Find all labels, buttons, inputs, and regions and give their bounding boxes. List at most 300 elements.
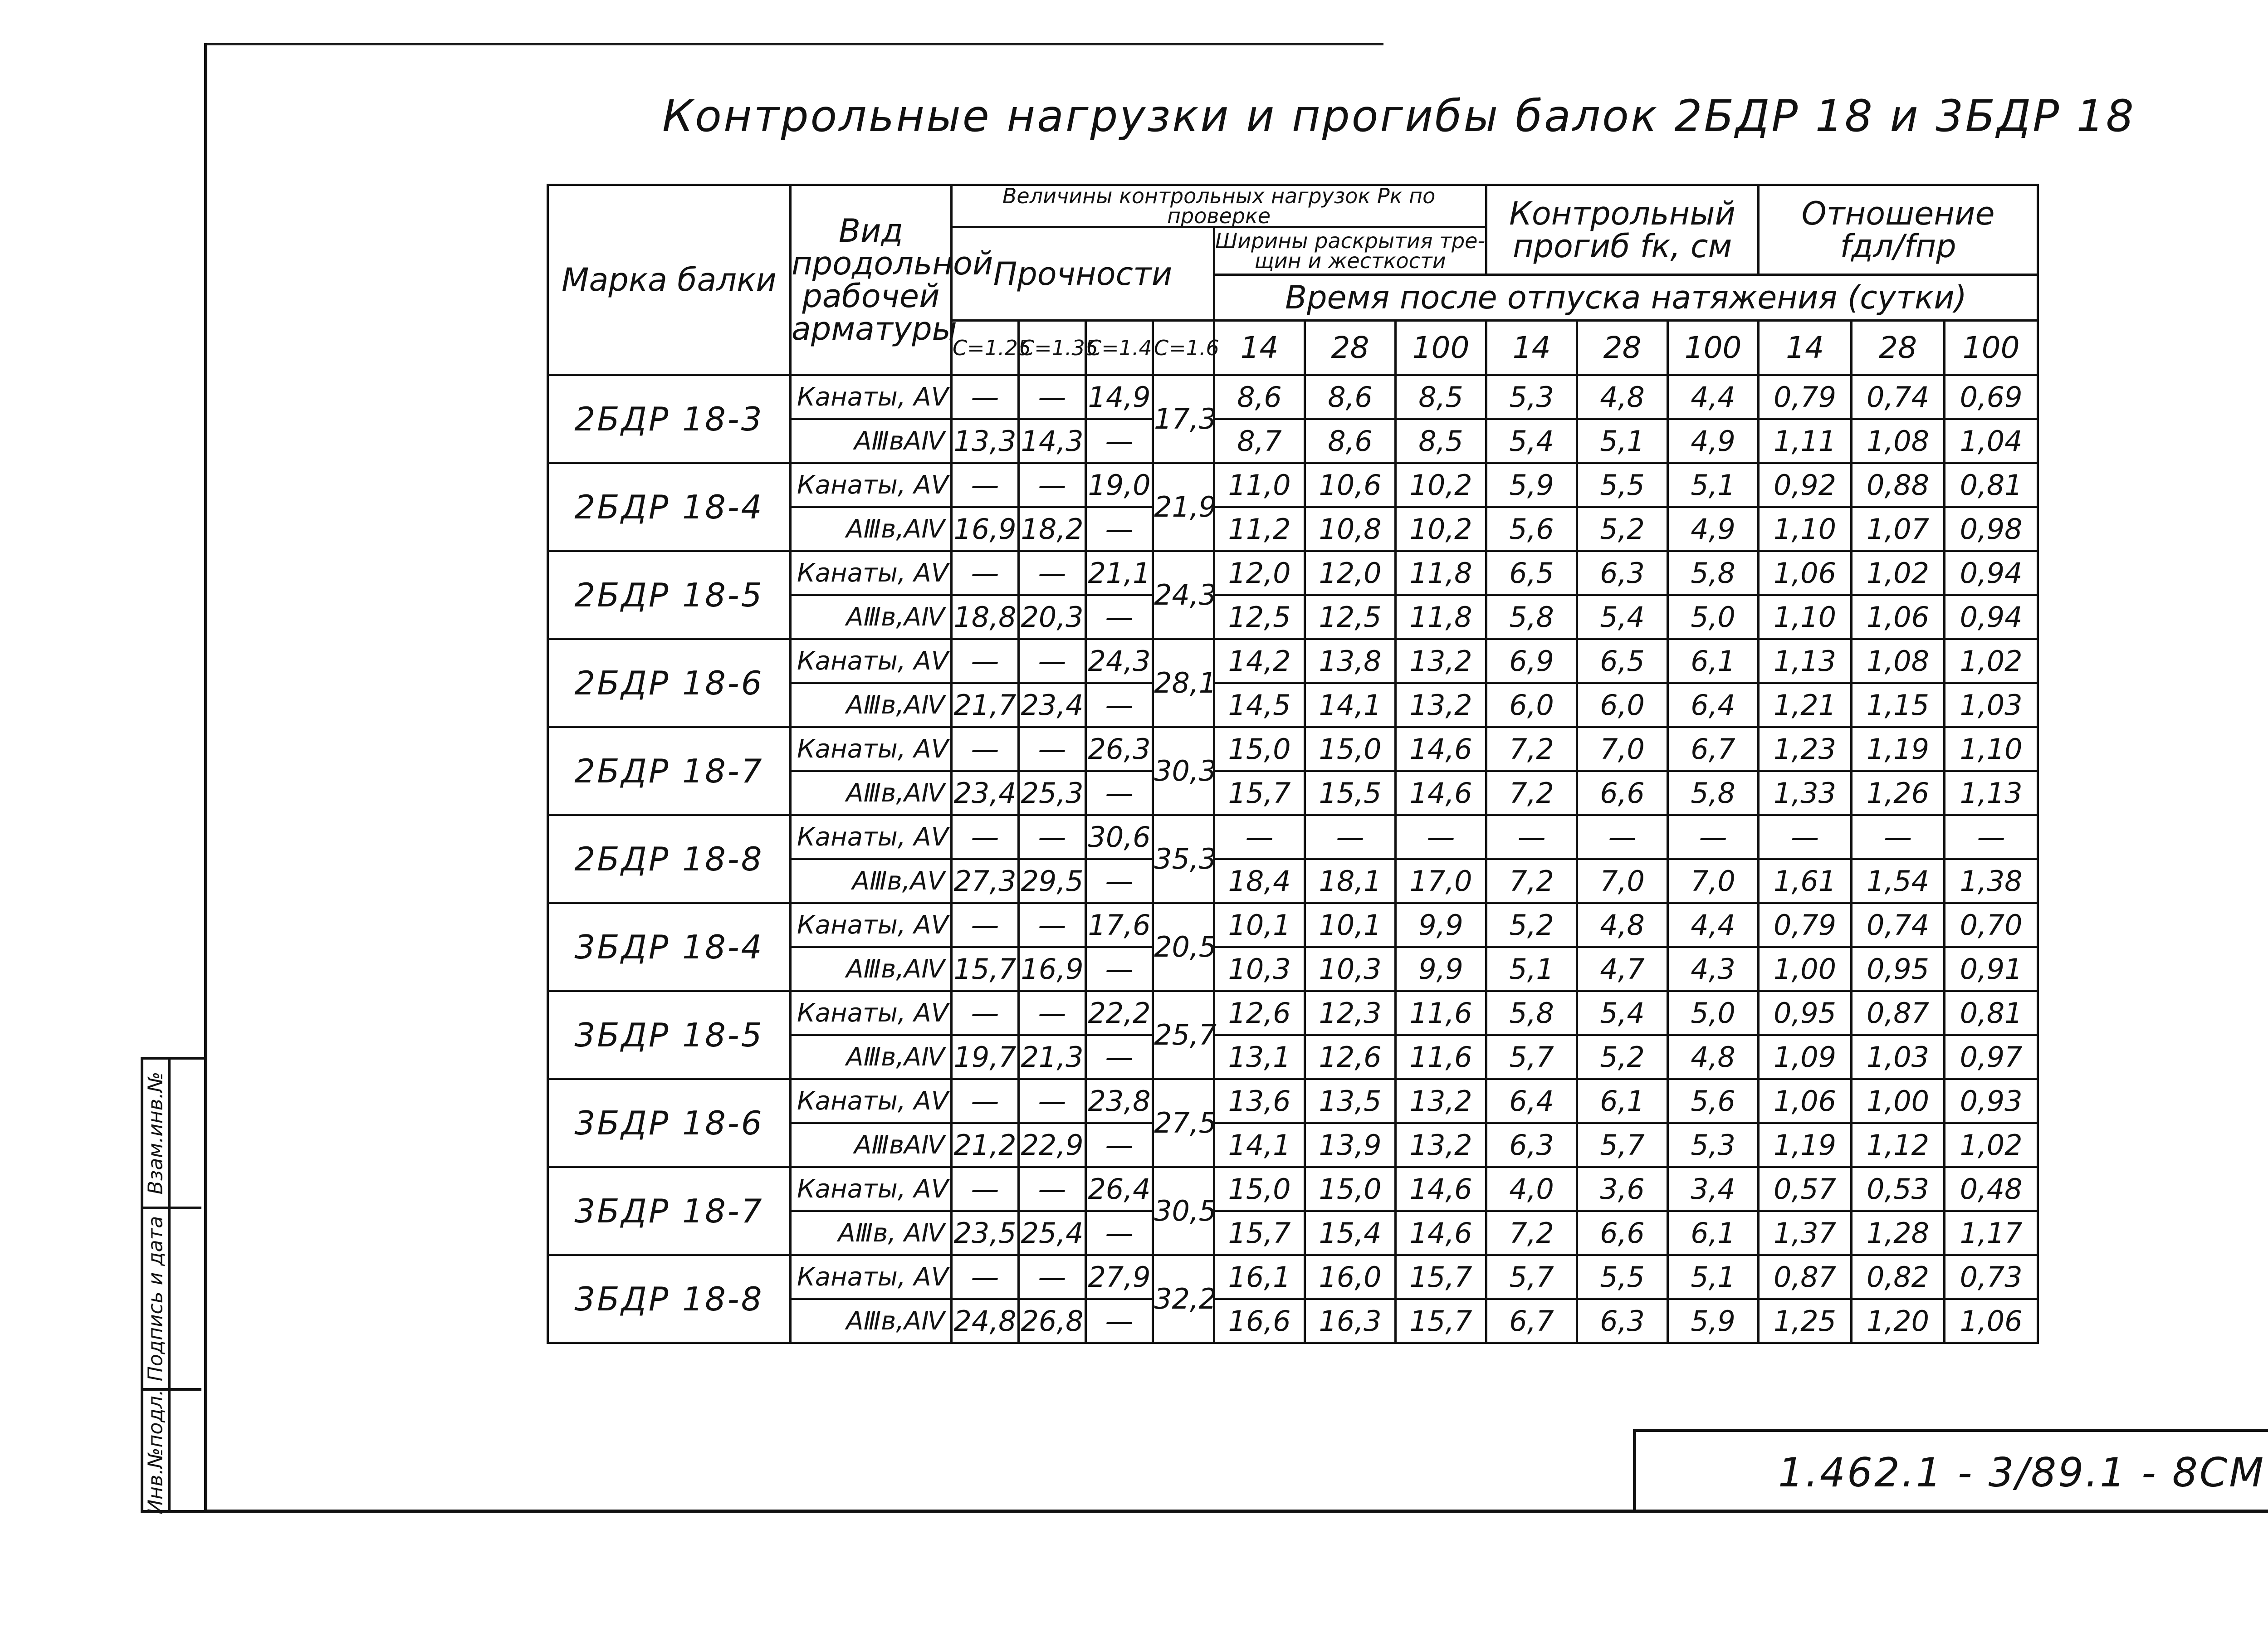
strength-load-cell: — xyxy=(1086,419,1153,463)
strength-load-cell: 14,3 xyxy=(1019,419,1086,463)
strength-load-cell: 23,4 xyxy=(1019,683,1086,727)
strength-load-cell: 24,8 xyxy=(952,1299,1019,1343)
deflection-cell: 4,9 xyxy=(1668,507,1759,551)
crack-load-cell: 13,1 xyxy=(1214,1035,1305,1079)
strength-load-cell: — xyxy=(1019,991,1086,1035)
crack-load-cell: 12,5 xyxy=(1305,595,1396,639)
ratio-cell: 1,06 xyxy=(1759,1079,1852,1123)
strength-load-cell: — xyxy=(952,1255,1019,1299)
strength-load-cell: — xyxy=(1019,1079,1086,1123)
header-crack-stiffness: Ширины раскрытия тре- щин и жесткости xyxy=(1214,227,1486,275)
crack-load-cell: 12,5 xyxy=(1214,595,1305,639)
ratio-cell: 1,61 xyxy=(1759,859,1852,903)
strength-load-cell: — xyxy=(952,463,1019,507)
header-c-col: C=1.4 xyxy=(1086,321,1153,375)
rebar-type: Канаты, АⅤ xyxy=(791,375,952,419)
crack-load-cell: 14,6 xyxy=(1396,727,1486,771)
crack-load-cell: 15,4 xyxy=(1305,1211,1396,1255)
deflection-cell: 6,4 xyxy=(1486,1079,1577,1123)
crack-load-cell: 15,7 xyxy=(1214,771,1305,815)
strength-load-cell: 21,7 xyxy=(952,683,1019,727)
strength-load-cell: 24,3 xyxy=(1086,639,1153,683)
table-row xyxy=(548,991,2038,1035)
deflection-cell: — xyxy=(1668,815,1759,859)
header-c-col: C=1.35 xyxy=(1019,321,1086,375)
beam-mark: 2БДР 18-6 xyxy=(548,639,791,727)
stamp-cell-replace xyxy=(143,1057,201,1207)
ratio-cell: 1,20 xyxy=(1852,1299,1945,1343)
crack-load-cell: — xyxy=(1305,815,1396,859)
ratio-cell: 0,81 xyxy=(1945,463,2038,507)
crack-load-cell: 11,0 xyxy=(1214,463,1305,507)
strength-load-cell: 26,3 xyxy=(1086,727,1153,771)
deflection-cell: 5,3 xyxy=(1486,375,1577,419)
deflection-cell: 6,6 xyxy=(1577,1211,1668,1255)
header-day-col: 14 xyxy=(1759,321,1852,375)
crack-load-cell: 16,1 xyxy=(1214,1255,1305,1299)
deflection-cell: 4,4 xyxy=(1668,375,1759,419)
ratio-cell: 1,37 xyxy=(1759,1211,1852,1255)
strength-load-cell: 25,3 xyxy=(1019,771,1086,815)
deflection-cell: 6,7 xyxy=(1486,1299,1577,1343)
crack-load-cell: 8,6 xyxy=(1305,419,1396,463)
strength-load-cell: — xyxy=(952,991,1019,1035)
strength-load-cell: — xyxy=(1086,683,1153,727)
rebar-type: Канаты, АⅤ xyxy=(791,551,952,595)
ratio-cell: 0,93 xyxy=(1945,1079,2038,1123)
header-ratio: Отношение fдл/fпр xyxy=(1759,185,2038,275)
crack-load-cell: 15,7 xyxy=(1396,1299,1486,1343)
deflection-cell: 5,1 xyxy=(1577,419,1668,463)
table-row xyxy=(548,375,2038,419)
crack-load-cell: 13,2 xyxy=(1396,1079,1486,1123)
deflection-cell: 6,6 xyxy=(1577,771,1668,815)
deflection-cell: 5,4 xyxy=(1577,595,1668,639)
deflection-cell: 5,1 xyxy=(1668,1255,1759,1299)
strength-load-cell: 27,3 xyxy=(952,859,1019,903)
strength-load-cell: 16,9 xyxy=(1019,947,1086,991)
strength-load-cell: — xyxy=(1019,551,1086,595)
crack-load-cell: 14,6 xyxy=(1396,1211,1486,1255)
strength-load-cell: 20,3 xyxy=(1019,595,1086,639)
deflection-cell: 7,0 xyxy=(1577,727,1668,771)
ratio-cell: 0,81 xyxy=(1945,991,2038,1035)
strength-load-cell: — xyxy=(952,375,1019,419)
ratio-cell: 1,38 xyxy=(1945,859,2038,903)
stamp-inv-replace: Взам.инв.№ xyxy=(144,1071,167,1195)
ratio-cell: 0,95 xyxy=(1852,947,1945,991)
deflection-cell: 6,1 xyxy=(1668,639,1759,683)
strength-load-cell: — xyxy=(952,727,1019,771)
deflection-cell: 7,2 xyxy=(1486,1211,1577,1255)
crack-load-cell: 14,5 xyxy=(1214,683,1305,727)
strength-load-cell: — xyxy=(952,1079,1019,1123)
strength-load-cell: 18,2 xyxy=(1019,507,1086,551)
deflection-cell: 7,2 xyxy=(1486,727,1577,771)
stamp-cell-orig xyxy=(143,1388,201,1513)
crack-load-cell: 9,9 xyxy=(1396,903,1486,947)
strength-load-cell: — xyxy=(1086,1035,1153,1079)
table-row xyxy=(548,815,2038,859)
header-c-col: C=1.25 xyxy=(952,321,1019,375)
crack-load-cell: 8,6 xyxy=(1305,375,1396,419)
ratio-cell: 0,88 xyxy=(1852,463,1945,507)
header-day-col: 28 xyxy=(1852,321,1945,375)
crack-load-cell: 8,5 xyxy=(1396,375,1486,419)
ratio-cell: 0,95 xyxy=(1759,991,1852,1035)
crack-load-cell: 8,5 xyxy=(1396,419,1486,463)
crack-load-cell: 11,6 xyxy=(1396,1035,1486,1079)
strength-c16-cell: 30,3 xyxy=(1153,727,1214,815)
ratio-cell: — xyxy=(1945,815,2038,859)
beam-mark: 3БДР 18-5 xyxy=(548,991,791,1079)
crack-load-cell: 13,2 xyxy=(1396,639,1486,683)
deflection-cell: 5,0 xyxy=(1668,595,1759,639)
ratio-cell: 1,04 xyxy=(1945,419,2038,463)
header-loads-group: Величины контрольных нагрузок Pк по проверке xyxy=(952,185,1486,227)
ratio-cell: 1,07 xyxy=(1852,507,1945,551)
crack-load-cell: 15,0 xyxy=(1214,727,1305,771)
deflection-cell: 6,0 xyxy=(1577,683,1668,727)
strength-load-cell: — xyxy=(1019,1167,1086,1211)
deflection-cell: 6,9 xyxy=(1486,639,1577,683)
rebar-type: Канаты, АⅤ xyxy=(791,991,952,1035)
rebar-type: АⅢв,АⅣ xyxy=(791,507,952,551)
deflection-cell: 5,8 xyxy=(1668,551,1759,595)
strength-load-cell: 21,1 xyxy=(1086,551,1153,595)
strength-c16-cell: 32,2 xyxy=(1153,1255,1214,1343)
strength-load-cell: — xyxy=(1086,1123,1153,1167)
ratio-cell: 1,13 xyxy=(1945,771,2038,815)
crack-load-cell: 10,1 xyxy=(1305,903,1396,947)
strength-load-cell: 13,3 xyxy=(952,419,1019,463)
strength-c16-cell: 24,3 xyxy=(1153,551,1214,639)
strength-load-cell: — xyxy=(1019,375,1086,419)
crack-load-cell: 10,1 xyxy=(1214,903,1305,947)
ratio-cell: 0,70 xyxy=(1945,903,2038,947)
stamp-sign-date: Подпись и дата xyxy=(144,1216,167,1382)
ratio-cell: 1,33 xyxy=(1759,771,1852,815)
strength-load-cell: — xyxy=(1086,507,1153,551)
strength-load-cell: 27,9 xyxy=(1086,1255,1153,1299)
strength-c16-cell: 17,3 xyxy=(1153,375,1214,463)
deflection-cell: 5,8 xyxy=(1668,771,1759,815)
ratio-cell: 1,54 xyxy=(1852,859,1945,903)
ratio-cell: 1,26 xyxy=(1852,771,1945,815)
crack-load-cell: 12,3 xyxy=(1305,991,1396,1035)
crack-load-cell: 15,0 xyxy=(1214,1167,1305,1211)
stamp-cell-sign xyxy=(143,1207,201,1388)
ratio-cell: 1,08 xyxy=(1852,639,1945,683)
ratio-cell: 1,03 xyxy=(1852,1035,1945,1079)
crack-load-cell: 15,7 xyxy=(1396,1255,1486,1299)
rebar-type: Канаты, АⅤ xyxy=(791,903,952,947)
ratio-cell: 0,91 xyxy=(1945,947,2038,991)
strength-load-cell: 26,8 xyxy=(1019,1299,1086,1343)
rebar-type: АⅢв,АⅣ xyxy=(791,947,952,991)
ratio-cell: 0,74 xyxy=(1852,903,1945,947)
deflection-cell: 5,2 xyxy=(1577,507,1668,551)
crack-load-cell: 11,6 xyxy=(1396,991,1486,1035)
deflection-cell: 4,9 xyxy=(1668,419,1759,463)
table-row xyxy=(548,903,2038,947)
strength-load-cell: 17,6 xyxy=(1086,903,1153,947)
ratio-cell: 1,11 xyxy=(1759,419,1852,463)
rebar-type: АⅢв, АⅣ xyxy=(791,1211,952,1255)
header-strength: Прочности xyxy=(952,227,1214,321)
deflection-cell: 7,2 xyxy=(1486,859,1577,903)
ratio-cell: 1,02 xyxy=(1852,551,1945,595)
ratio-cell: 0,94 xyxy=(1945,551,2038,595)
ratio-cell: 1,15 xyxy=(1852,683,1945,727)
ratio-cell: 1,06 xyxy=(1852,595,1945,639)
deflection-cell: 5,2 xyxy=(1577,1035,1668,1079)
beam-mark: 2БДР 18-8 xyxy=(548,815,791,903)
header-day-col: 14 xyxy=(1214,321,1305,375)
header-deflection: Контрольный прогиб fк, см xyxy=(1486,185,1759,275)
strength-load-cell: — xyxy=(1019,639,1086,683)
strength-load-cell: 19,0 xyxy=(1086,463,1153,507)
ratio-cell: 0,79 xyxy=(1759,903,1852,947)
header-mark: Марка балки xyxy=(548,185,791,375)
crack-load-cell: 13,8 xyxy=(1305,639,1396,683)
loads-deflections-table xyxy=(547,184,2039,1344)
crack-load-cell: 16,6 xyxy=(1214,1299,1305,1343)
table-row xyxy=(548,1167,2038,1211)
crack-load-cell: 15,0 xyxy=(1305,1167,1396,1211)
crack-load-cell: 10,6 xyxy=(1305,463,1396,507)
strength-load-cell: — xyxy=(1086,947,1153,991)
header-time: Время после отпуска натяжения (сутки) xyxy=(1214,275,2038,321)
strength-load-cell: 15,7 xyxy=(952,947,1019,991)
ratio-cell: 1,13 xyxy=(1759,639,1852,683)
table-row xyxy=(548,1079,2038,1123)
ratio-cell: 0,87 xyxy=(1852,991,1945,1035)
crack-load-cell: 12,0 xyxy=(1305,551,1396,595)
rebar-type: АⅢвАⅣ xyxy=(791,1123,952,1167)
deflection-cell: 5,9 xyxy=(1486,463,1577,507)
rebar-type: Канаты, АⅤ xyxy=(791,1255,952,1299)
strength-load-cell: 29,5 xyxy=(1019,859,1086,903)
strength-c16-cell: 35,3 xyxy=(1153,815,1214,903)
header-day-col: 28 xyxy=(1305,321,1396,375)
deflection-cell: 3,4 xyxy=(1668,1167,1759,1211)
crack-load-cell: 8,6 xyxy=(1214,375,1305,419)
header-day-col: 100 xyxy=(1668,321,1759,375)
deflection-cell: 5,5 xyxy=(1577,463,1668,507)
rebar-type: АⅢв,АⅣ xyxy=(791,771,952,815)
crack-load-cell: 12,6 xyxy=(1214,991,1305,1035)
beam-mark: 2БДР 18-7 xyxy=(548,727,791,815)
ratio-cell: 1,17 xyxy=(1945,1211,2038,1255)
strength-load-cell: — xyxy=(1086,771,1153,815)
strength-load-cell: 30,6 xyxy=(1086,815,1153,859)
strength-load-cell: — xyxy=(1019,903,1086,947)
ratio-cell: 0,69 xyxy=(1945,375,2038,419)
deflection-cell: 6,3 xyxy=(1577,551,1668,595)
strength-load-cell: — xyxy=(1019,815,1086,859)
ratio-cell: 1,06 xyxy=(1945,1299,2038,1343)
crack-load-cell: 14,6 xyxy=(1396,771,1486,815)
deflection-cell: 5,8 xyxy=(1486,991,1577,1035)
rebar-type: Канаты, АⅤ xyxy=(791,727,952,771)
rebar-type: АⅢвАⅣ xyxy=(791,419,952,463)
ratio-cell: 0,53 xyxy=(1852,1167,1945,1211)
ratio-cell: 1,02 xyxy=(1945,1123,2038,1167)
beam-mark: 3БДР 18-4 xyxy=(548,903,791,991)
rebar-type: Канаты, АⅤ xyxy=(791,1079,952,1123)
table-row xyxy=(548,727,2038,771)
ratio-cell: 1,12 xyxy=(1852,1123,1945,1167)
beam-mark: 2БДР 18-5 xyxy=(548,551,791,639)
crack-load-cell: 14,6 xyxy=(1396,1167,1486,1211)
deflection-cell: 5,6 xyxy=(1668,1079,1759,1123)
crack-load-cell: 13,9 xyxy=(1305,1123,1396,1167)
deflection-cell: 5,6 xyxy=(1486,507,1577,551)
rebar-type: АⅢв,АⅣ xyxy=(791,683,952,727)
strength-load-cell: — xyxy=(952,1167,1019,1211)
strength-load-cell: 26,4 xyxy=(1086,1167,1153,1211)
deflection-cell: 6,4 xyxy=(1668,683,1759,727)
strength-load-cell: — xyxy=(1086,859,1153,903)
deflection-cell: 4,0 xyxy=(1486,1167,1577,1211)
strength-load-cell: 22,9 xyxy=(1019,1123,1086,1167)
ratio-cell: 0,57 xyxy=(1759,1167,1852,1211)
deflection-cell: 6,1 xyxy=(1577,1079,1668,1123)
ratio-cell: 1,25 xyxy=(1759,1299,1852,1343)
ratio-cell: 1,03 xyxy=(1945,683,2038,727)
strength-c16-cell: 28,1 xyxy=(1153,639,1214,727)
crack-load-cell: — xyxy=(1396,815,1486,859)
deflection-cell: 7,0 xyxy=(1577,859,1668,903)
strength-load-cell: — xyxy=(952,815,1019,859)
strength-load-cell: 16,9 xyxy=(952,507,1019,551)
strength-c16-cell: 20,5 xyxy=(1153,903,1214,991)
rebar-type: Канаты, АⅤ xyxy=(791,463,952,507)
crack-load-cell: 13,2 xyxy=(1396,683,1486,727)
strength-load-cell: 23,4 xyxy=(952,771,1019,815)
ratio-cell: 1,00 xyxy=(1852,1079,1945,1123)
side-stamp xyxy=(141,1057,204,1513)
strength-c16-cell: 25,7 xyxy=(1153,991,1214,1079)
crack-load-cell: 12,6 xyxy=(1305,1035,1396,1079)
crack-load-cell: — xyxy=(1214,815,1305,859)
beam-mark: 2БДР 18-3 xyxy=(548,375,791,463)
table-row xyxy=(548,639,2038,683)
table-row xyxy=(548,463,2038,507)
strength-load-cell: 23,8 xyxy=(1086,1079,1153,1123)
strength-load-cell: — xyxy=(1086,1211,1153,1255)
stamp-inv-orig: Инв.№подл. xyxy=(144,1389,167,1515)
rebar-type: АⅢв,АⅣ xyxy=(791,1299,952,1343)
crack-load-cell: 13,5 xyxy=(1305,1079,1396,1123)
ratio-cell: 0,98 xyxy=(1945,507,2038,551)
deflection-cell: 4,8 xyxy=(1668,1035,1759,1079)
ratio-cell: 1,09 xyxy=(1759,1035,1852,1079)
strength-load-cell: 14,9 xyxy=(1086,375,1153,419)
deflection-cell: 7,2 xyxy=(1486,771,1577,815)
table-row xyxy=(548,1255,2038,1299)
ratio-cell: 1,19 xyxy=(1759,1123,1852,1167)
deflection-cell: 3,6 xyxy=(1577,1167,1668,1211)
rebar-type: АⅢв,АⅤ xyxy=(791,859,952,903)
deflection-cell: 4,3 xyxy=(1668,947,1759,991)
deflection-cell: 5,7 xyxy=(1486,1035,1577,1079)
deflection-cell: 5,8 xyxy=(1486,595,1577,639)
strength-load-cell: — xyxy=(952,903,1019,947)
ratio-cell: 1,21 xyxy=(1759,683,1852,727)
deflection-cell: 6,3 xyxy=(1486,1123,1577,1167)
crack-load-cell: 18,4 xyxy=(1214,859,1305,903)
deflection-cell: 5,1 xyxy=(1668,463,1759,507)
strength-load-cell: — xyxy=(1019,1255,1086,1299)
crack-load-cell: 13,6 xyxy=(1214,1079,1305,1123)
crack-load-cell: 11,8 xyxy=(1396,595,1486,639)
strength-load-cell: 18,8 xyxy=(952,595,1019,639)
deflection-cell: 5,4 xyxy=(1486,419,1577,463)
beam-mark: 3БДР 18-8 xyxy=(548,1255,791,1343)
strength-load-cell: — xyxy=(1086,1299,1153,1343)
deflection-cell: 7,0 xyxy=(1668,859,1759,903)
crack-load-cell: 15,0 xyxy=(1305,727,1396,771)
header-day-col: 100 xyxy=(1396,321,1486,375)
header-day-col: 100 xyxy=(1945,321,2038,375)
crack-load-cell: 11,2 xyxy=(1214,507,1305,551)
crack-load-cell: 10,3 xyxy=(1305,947,1396,991)
crack-load-cell: 10,2 xyxy=(1396,463,1486,507)
ratio-cell: — xyxy=(1759,815,1852,859)
strength-load-cell: — xyxy=(952,551,1019,595)
strength-load-cell: — xyxy=(952,639,1019,683)
strength-load-cell: 22,2 xyxy=(1086,991,1153,1035)
rebar-type: Канаты, АⅤ xyxy=(791,1167,952,1211)
ratio-cell: 1,10 xyxy=(1759,595,1852,639)
ratio-cell: 1,19 xyxy=(1852,727,1945,771)
beam-mark: 2БДР 18-4 xyxy=(548,463,791,551)
crack-load-cell: 16,0 xyxy=(1305,1255,1396,1299)
document-code: 1.462.1 - 3/89.1 - 8СМ xyxy=(1778,1449,2266,1496)
ratio-cell: 1,02 xyxy=(1945,639,2038,683)
ratio-cell: 1,10 xyxy=(1945,727,2038,771)
deflection-cell: 6,3 xyxy=(1577,1299,1668,1343)
header-c-col: C=1.6 xyxy=(1153,321,1214,375)
crack-load-cell: 14,2 xyxy=(1214,639,1305,683)
ratio-cell: 1,28 xyxy=(1852,1211,1945,1255)
ratio-cell: 0,82 xyxy=(1852,1255,1945,1299)
crack-load-cell: 9,9 xyxy=(1396,947,1486,991)
strength-load-cell: 25,4 xyxy=(1019,1211,1086,1255)
deflection-cell: 5,3 xyxy=(1668,1123,1759,1167)
crack-load-cell: 13,2 xyxy=(1396,1123,1486,1167)
deflection-cell: 5,9 xyxy=(1668,1299,1759,1343)
deflection-cell: 5,5 xyxy=(1577,1255,1668,1299)
crack-load-cell: 10,3 xyxy=(1214,947,1305,991)
ratio-cell: 1,08 xyxy=(1852,419,1945,463)
page-title: Контрольные нагрузки и прогибы балок 2БДР 18 и 3БДР 18 xyxy=(662,91,2136,142)
crack-load-cell: 16,3 xyxy=(1305,1299,1396,1343)
strength-load-cell: — xyxy=(1019,463,1086,507)
strength-c16-cell: 27,5 xyxy=(1153,1079,1214,1167)
table-row xyxy=(548,551,2038,595)
strength-c16-cell: 21,9 xyxy=(1153,463,1214,551)
rebar-type: Канаты, АⅤ xyxy=(791,639,952,683)
deflection-cell: 4,4 xyxy=(1668,903,1759,947)
crack-load-cell: 11,8 xyxy=(1396,551,1486,595)
rebar-type: АⅢв,АⅣ xyxy=(791,1035,952,1079)
strength-load-cell: — xyxy=(1019,727,1086,771)
deflection-cell: 6,0 xyxy=(1486,683,1577,727)
deflection-cell: — xyxy=(1577,815,1668,859)
